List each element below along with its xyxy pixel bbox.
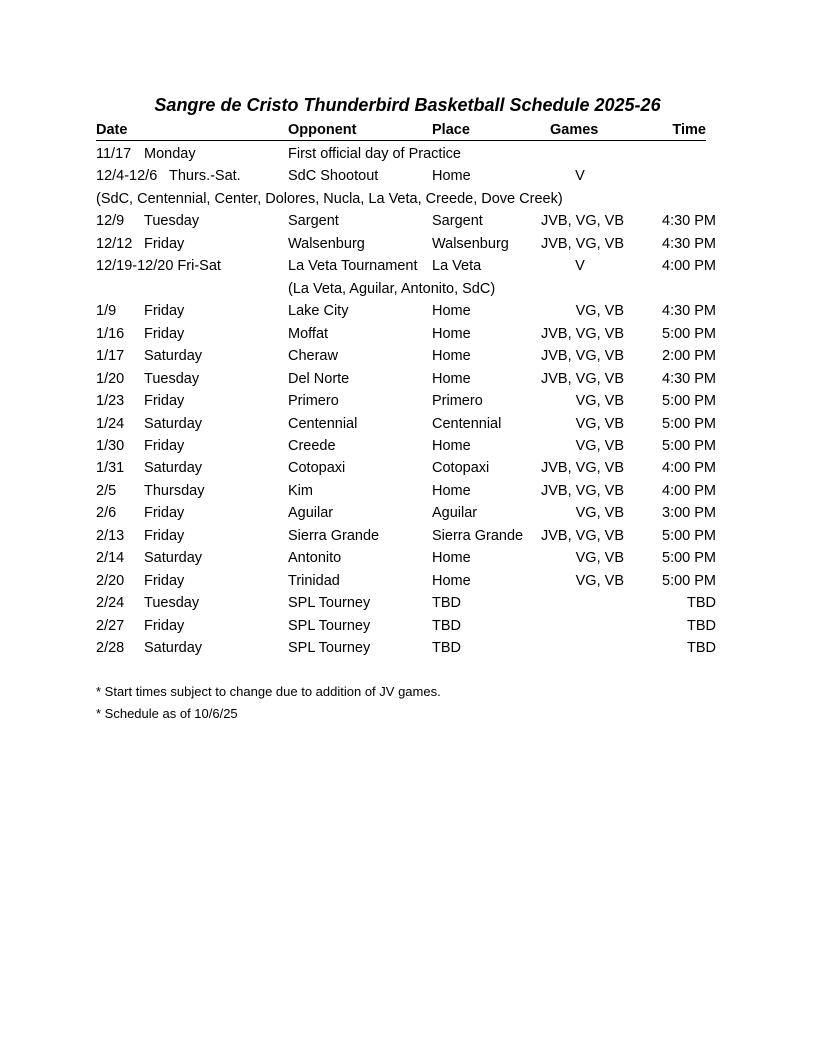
opponent: Kim [288, 483, 313, 499]
day: Friday [144, 236, 185, 252]
day: Friday [144, 326, 185, 342]
opponent: Sierra Grande [288, 528, 380, 544]
table-row [96, 550, 716, 570]
games: V [575, 168, 585, 184]
header-games: Games [550, 122, 599, 138]
table-row [96, 213, 716, 233]
games: JVB, VG, VB [541, 326, 624, 342]
time: 2:00 PM [662, 348, 716, 364]
place: Home [432, 168, 471, 184]
games: VG, VB [575, 303, 624, 319]
date: 1/17 [96, 348, 125, 364]
time: 5:00 PM [662, 326, 716, 342]
opponent: Centennial [288, 416, 358, 432]
time: 5:00 PM [662, 573, 716, 589]
table-row [96, 528, 716, 548]
opponent: SPL Tourney [288, 618, 371, 634]
opponent: Creede [288, 438, 336, 454]
opponent: Primero [288, 393, 339, 409]
date: 2/5 [96, 483, 117, 499]
teams-list: (La Veta, Aguilar, Antonito, SdC) [288, 281, 496, 297]
header-opponent: Opponent [288, 122, 357, 138]
opponent: Antonito [288, 550, 342, 566]
place: Sargent [432, 213, 483, 229]
date: 1/20 [96, 371, 125, 387]
time: 4:30 PM [662, 303, 716, 319]
place: Aguilar [432, 505, 478, 521]
opponent: SPL Tourney [288, 595, 371, 611]
table-row [96, 416, 716, 436]
date: 1/23 [96, 393, 125, 409]
table-row [96, 303, 716, 323]
time: 4:00 PM [662, 483, 716, 499]
day: Friday [144, 618, 185, 634]
table-row [96, 640, 716, 660]
date: 11/17 [96, 146, 132, 162]
header-place: Place [432, 122, 470, 138]
day: Thurs.-Sat. [169, 168, 241, 184]
time: 5:00 PM [662, 393, 716, 409]
day: Saturday [144, 416, 203, 432]
time: 4:00 PM [662, 460, 716, 476]
day: Tuesday [144, 371, 200, 387]
table-row [96, 438, 716, 458]
day: Friday [144, 303, 185, 319]
date: 2/27 [96, 618, 125, 634]
time: 5:00 PM [662, 438, 716, 454]
opponent: SPL Tourney [288, 640, 371, 656]
place: Centennial [432, 416, 502, 432]
time: 3:00 PM [662, 505, 716, 521]
place: Home [432, 303, 471, 319]
opponent: Moffat [288, 326, 329, 342]
day: Friday [144, 438, 185, 454]
place: La Veta [432, 258, 482, 274]
games: JVB, VG, VB [541, 236, 624, 252]
date: 2/14 [96, 550, 125, 566]
table-row [96, 371, 716, 391]
table-row [96, 236, 716, 256]
footnote: * Schedule as of 10/6/25 [96, 706, 238, 721]
day: Friday [144, 505, 185, 521]
table-row [96, 483, 716, 503]
date: 2/28 [96, 640, 125, 656]
date: 12/4-12/6 [96, 168, 158, 184]
shootout-teams [96, 191, 796, 211]
opponent: Sargent [288, 213, 339, 229]
day: Friday [144, 393, 185, 409]
table-row [96, 505, 716, 525]
date: 2/24 [96, 595, 125, 611]
place: Cotopaxi [432, 460, 490, 476]
day: Saturday [144, 640, 203, 656]
opponent: Walsenburg [288, 236, 365, 252]
opponent: Aguilar [288, 505, 334, 521]
day: Tuesday [144, 595, 200, 611]
date: 1/30 [96, 438, 125, 454]
place: Walsenburg [432, 236, 509, 252]
games: VG, VB [575, 550, 624, 566]
table-row [96, 348, 716, 368]
games: JVB, VG, VB [541, 528, 624, 544]
table-row [96, 326, 716, 346]
place: Home [432, 326, 471, 342]
place: Home [432, 550, 471, 566]
header-time: Time [672, 122, 706, 138]
games: JVB, VG, VB [541, 213, 624, 229]
opponent: Trinidad [288, 573, 340, 589]
table-row [96, 595, 716, 615]
opponent: Del Norte [288, 371, 350, 387]
games: JVB, VG, VB [541, 371, 624, 387]
table-row [96, 258, 716, 278]
opponent: Cheraw [288, 348, 338, 364]
date: 12/12 [96, 236, 133, 252]
games: VG, VB [575, 573, 624, 589]
laveta-teams [96, 281, 716, 301]
games: JVB, VG, VB [541, 460, 624, 476]
date: 1/24 [96, 416, 125, 432]
games: V [575, 258, 585, 274]
games: VG, VB [575, 438, 624, 454]
day: Saturday [144, 348, 203, 364]
time: TBD [687, 640, 716, 656]
games: VG, VB [575, 393, 624, 409]
date: 1/9 [96, 303, 117, 319]
table-row [96, 393, 716, 413]
place: Home [432, 348, 471, 364]
table-header [96, 121, 706, 141]
time: 4:30 PM [662, 213, 716, 229]
day: Saturday [144, 460, 203, 476]
day: Friday [144, 528, 185, 544]
time: TBD [687, 618, 716, 634]
time: 5:00 PM [662, 528, 716, 544]
opponent: SdC Shootout [288, 168, 379, 184]
page-title: Sangre de Cristo Thunderbird Basketball Schedule 2025-26 [154, 95, 661, 115]
games: JVB, VG, VB [541, 348, 624, 364]
footnote: * Start times subject to change due to addition of JV games. [96, 684, 441, 699]
header-date: Date [96, 122, 128, 138]
day: Saturday [144, 550, 203, 566]
table-row [96, 618, 716, 638]
place: Home [432, 438, 471, 454]
place: Home [432, 573, 471, 589]
note-text: First official day of Practice [288, 146, 461, 162]
date: 12/9 [96, 213, 125, 229]
games: VG, VB [575, 505, 624, 521]
place: Home [432, 483, 471, 499]
opponent: Cotopaxi [288, 460, 346, 476]
time: 4:00 PM [662, 258, 716, 274]
place: Primero [432, 393, 483, 409]
date: 2/6 [96, 505, 117, 521]
date: 1/16 [96, 326, 125, 342]
day: Tuesday [144, 213, 200, 229]
shootout-row [96, 168, 716, 188]
time: 4:30 PM [662, 236, 716, 252]
day: Monday [144, 146, 196, 162]
opponent: Lake City [288, 303, 349, 319]
date: 12/19-12/20 Fri-Sat [96, 258, 221, 274]
games: VG, VB [575, 416, 624, 432]
time: 5:00 PM [662, 416, 716, 432]
practice-row [96, 146, 716, 166]
place: Sierra Grande [432, 528, 524, 544]
table-row [96, 460, 716, 480]
place: TBD [432, 595, 461, 611]
day: Friday [144, 573, 185, 589]
games: JVB, VG, VB [541, 483, 624, 499]
date: 1/31 [96, 460, 125, 476]
table-row [96, 573, 716, 593]
day: Thursday [144, 483, 205, 499]
time: 5:00 PM [662, 550, 716, 566]
place: TBD [432, 640, 461, 656]
time: 4:30 PM [662, 371, 716, 387]
place: TBD [432, 618, 461, 634]
place: Home [432, 371, 471, 387]
opponent: La Veta Tournament [288, 258, 418, 274]
date: 2/20 [96, 573, 125, 589]
date: 2/13 [96, 528, 125, 544]
teams-list: (SdC, Centennial, Center, Dolores, Nucla, La Veta, Creede, Dove Creek) [96, 191, 563, 207]
time: TBD [687, 595, 716, 611]
